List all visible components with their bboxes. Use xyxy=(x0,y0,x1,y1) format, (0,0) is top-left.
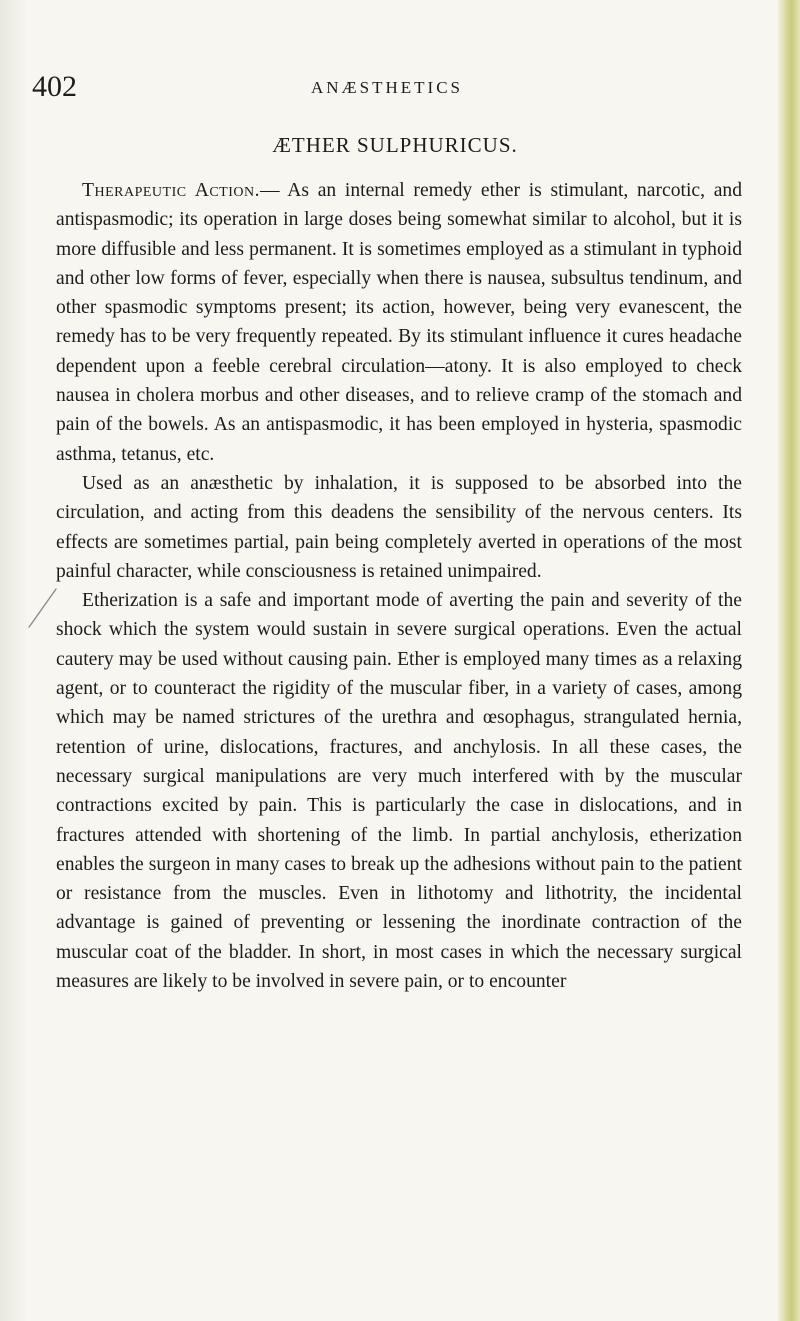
paragraph-text: — As an internal remedy ether is stimulant, narcotic, and antispasmodic; its operation in large doses being somewhat similar to alcohol, but it is more diffusible and less permanent. It is sometimes employed as a stimulant in typhoid and other low forms of fever, especially when there is nausea, subsultus tendinum, and other spasmodic symptoms present; its action, however, being very evanescent, the remedy has to be very frequently repeated. By its stimulant influence it cures headache dependent upon a feeble cerebral circulation—atony. It is also employed to check nausea in cholera morbus and other diseases, and to relieve cramp of the stomach and pain of the bowels. As an antispasmodic, it has been employed in hysteria, spasmodic asthma, tetanus, etc. xyxy=(56,180,742,465)
paragraph-anaesthetic-inhalation xyxy=(56,469,742,586)
paragraph-therapeutic-action xyxy=(56,176,742,469)
body-text xyxy=(56,176,742,996)
page-gutter-shadow xyxy=(0,0,28,1321)
section-title: ÆTHER SULPHURICUS. xyxy=(272,133,518,157)
pencil-mark-icon xyxy=(26,585,60,629)
page-number: 402 xyxy=(32,70,77,103)
paragraph-lead: Therapeutic Action. xyxy=(82,180,261,201)
running-title: ANÆSTHETICS xyxy=(310,78,463,97)
running-head xyxy=(32,70,742,104)
page-edge-discoloration xyxy=(778,0,800,1321)
paragraph-text: Used as an anæsthetic by inhalation, it is supposed to be absorbed into the circulation, and acting from this deadens the sensibility of the nervous centers. Its effects are sometimes partial, pain being completely averted in operations of the most painful character, while consciousness is retained unimpaired. xyxy=(56,472,742,582)
paragraph-text: Etherization is a safe and important mode of averting the pain and severity of the shock which the system would sustain in severe surgical operations. Even the actual cautery may be used without causing pain. Ether is employed many times as a relaxing agent, or to counteract the rigidity of the muscular fiber, in a variety of cases, among which may be named strictures of the urethra and œsophagus, strangulated hernia, retention of urine, dislocations, fractures, and anchylosis. In all these cases, the necessary surgical manipulations are very much interfered with by the muscular contractions excited by pain. This is particularly the case in dislocations, and in fractures attended with shortening of the limb. In partial anchylosis, etherization enables the surgeon in many cases to break up the adhesions without pain to the patient or resistance from the muscles. Even in lithotomy and lithotrity, the incidental advantage is gained of preventing or lessening the inordinate contraction of the muscular coat of the bladder. In short, in most cases in which the necessary surgical measures are likely to be involved in severe pain, or to encounter xyxy=(56,590,742,993)
paragraph-etherization xyxy=(56,586,742,996)
